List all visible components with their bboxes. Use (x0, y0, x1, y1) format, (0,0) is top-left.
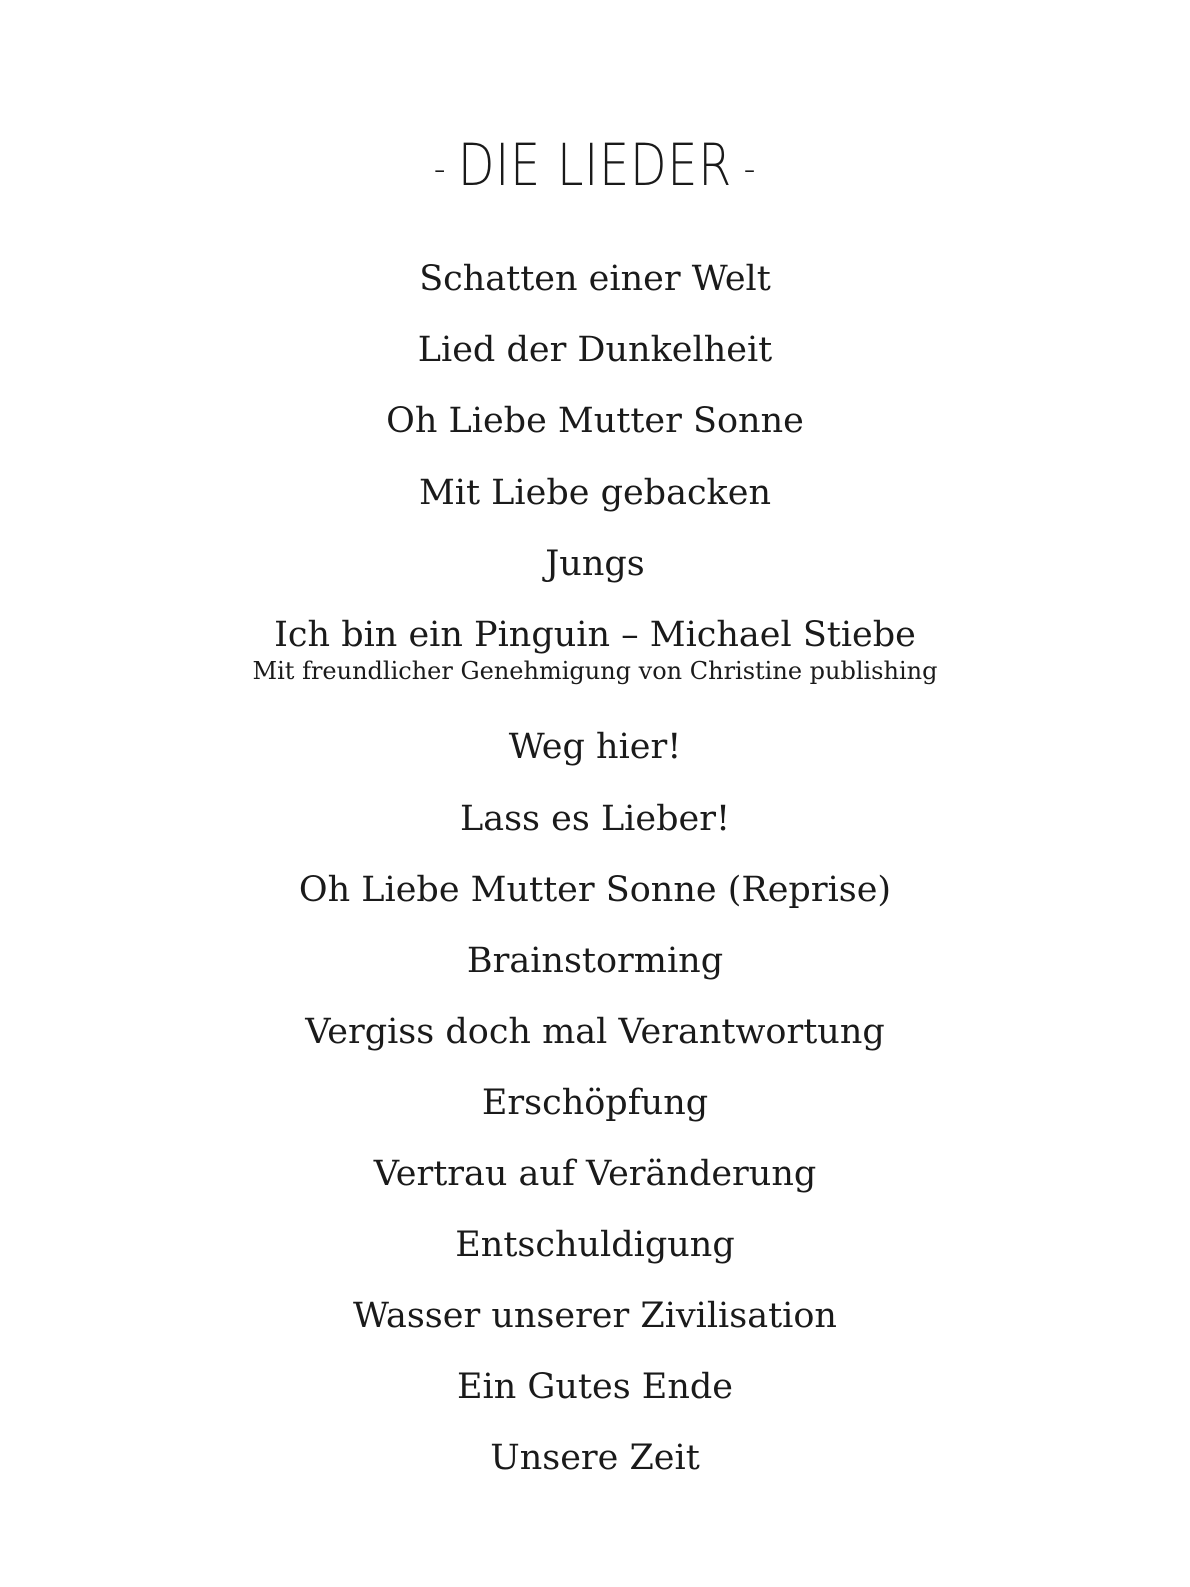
song-title: Mit Liebe gebacken (418, 473, 772, 513)
song-title: Wasser unserer Zivilisation (353, 1296, 837, 1336)
page-title (107, 120, 1083, 210)
title-text: DIE LIEDER (457, 131, 733, 199)
song-title: Lied der Dunkelheit (417, 330, 773, 370)
song-title: Schatten einer Welt (419, 259, 771, 299)
song-title: Vertrau auf Veränderung (373, 1154, 817, 1194)
title-dash-right: - (743, 146, 757, 192)
song-title: Brainstorming (466, 941, 724, 981)
song-title: Unsere Zeit (490, 1438, 700, 1478)
song-title: Jungs (545, 544, 645, 584)
song-title: Vergiss doch mal Verantwortung (305, 1012, 885, 1052)
song-title: Ich bin ein Pinguin – Michael Stiebe (274, 615, 916, 655)
song-title: Lass es Lieber! (459, 799, 731, 839)
title-dash-left: - (433, 146, 447, 192)
song-title: Weg hier! (508, 727, 682, 767)
song-credit: Mit freundlicher Genehmigung von Christine publishing (252, 657, 938, 685)
song-title: Ein Gutes Ende (457, 1367, 733, 1407)
song-title: Oh Liebe Mutter Sonne (Reprise) (298, 870, 892, 910)
song-title: Entschuldigung (455, 1225, 735, 1265)
song-title: Erschöpfung (481, 1083, 709, 1123)
song-title: Oh Liebe Mutter Sonne (386, 401, 804, 441)
